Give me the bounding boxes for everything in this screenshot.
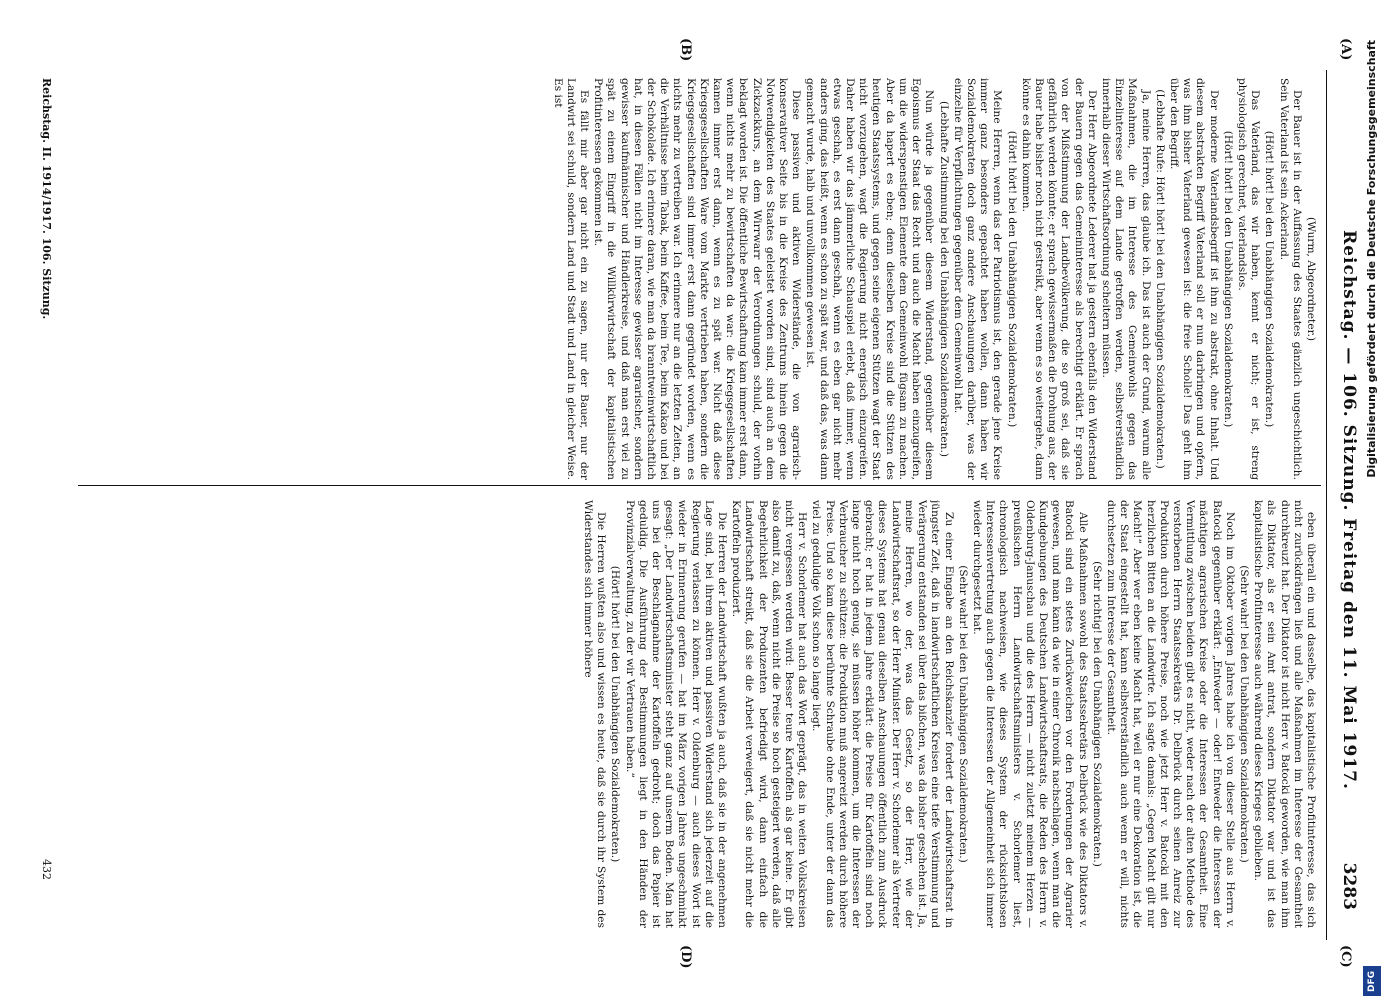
paragraph: Der Herr Abgeordnete Lederer hat ja gestern ebenfalls den Widerstand der Bauern gegen das Gemeininteresse als berechtigt erklärt. Er sprach von der Mißstimmung der Landbevölkerung, die so groß sei, daß sie gefährlich werden könnte; er sprach gewissermaßen die Drohung aus, der Bauer habe bisher noch nicht gestreikt, aber wenn es so weitergehe, dann könne es dahin kommen. bbox=[1019, 78, 1098, 480]
running-header bbox=[1329, 70, 1363, 950]
text-column-right bbox=[87, 500, 1317, 928]
margin-letter-c: (C) bbox=[1338, 945, 1353, 968]
footer-sheet-number: 432 bbox=[40, 859, 53, 880]
paragraph: Die Herren der Landwirtschaft wußten ja auch, daß sie in der angenehmen Lage sind, bei ihrem aktiven und passiven Widerstand sich jederzeit auf die Regierung verlassen zu können. Herr v. Oldenburg — auch dieses Wort ist wieder in Erinnerung gerufen — hat im März vorigen Jahres ungeschminkt gesagt: „Der Landwirtschaftsminister steht ganz auf unserm Boden. Man hat uns bei der Beschlagnahme der Kartoffeln gedroht; doch das Papier ist geduldig. Die Ausführung der Bestimmungen liegt in den Händen der Provinzialverwaltung, zu der wir Vertrauen haben.“ bbox=[623, 500, 729, 928]
page-heading: Reichstag. — 106. Sitzung. Freitag den 11. Mai 1917. bbox=[1339, 230, 1359, 790]
paragraph: (Hört! hört! bei den Unabhängigen Sozialdemokraten.) bbox=[1221, 130, 1234, 428]
paragraph: Meine Herren, wenn das der Patriotismus ist, den gerade jene Kreise immer ganz besonders gepachtet haben wollen, dann haben wir Sozialdemokraten doch ganz andere Anschauungen darüber, was der einzelne für Verpflichtungen gegenüber dem Gemeinwohl hat. bbox=[951, 78, 1004, 480]
margin-letter-b: (B) bbox=[678, 38, 693, 62]
paragraph: (Hört! hört! bei den Unabhängigen Sozialdemokraten.) bbox=[1005, 130, 1018, 428]
credit-text: Digitalisierung gefördert durch die Deutsche Forschungsgemeinschaft bbox=[1365, 40, 1378, 478]
paragraph: Alle Maßnahmen sowohl des Staatssekretärs Delbrück wie des Diktators v. Batocki sind ein stetes Zurückweichen vor den Forderungen der Agrarier gewesen, und man kann da wie in einer Chronik nachschlagen, wenn man die Kundgebungen des Deutschen Landwirtschaftsrats, die Reden des Herrn v. Oldenburg-Januschau und die des Herrn — nicht zuletzt meinem Herzen — preußischen Herrn Landwirtschaftsministers v. Schorlemer liest, chronologisch nachweisen, wie dieses System der rücksichtslosen Interessenvertretung auch gegen die Interessen der Allgemeinheit sich immer wieder durchgesetzt hat. bbox=[970, 500, 1089, 928]
digitization-credit bbox=[1361, 0, 1383, 1000]
header-rule bbox=[1326, 70, 1327, 940]
text-column-left bbox=[87, 78, 1317, 480]
margin-letter-a: (A) bbox=[1338, 38, 1353, 61]
paragraph: (Hört! hört! bei den Unabhängigen Sozialdemokraten.) bbox=[1263, 130, 1276, 428]
paragraph: Das Vaterland, das wir haben, kennt er nicht; er ist, streng physiologisch gerechnet, vaterlandslos. bbox=[1235, 78, 1262, 480]
paragraph: (Lebhafte Zustimmung bei den Unabhängigen Sozialdemokraten.) bbox=[937, 100, 950, 458]
paragraph: (Sehr richtig! bei den Unabhängigen Sozialdemokraten.) bbox=[1090, 561, 1103, 867]
paragraph: Der moderne Vaterlandsbegriff ist ihm zu abstrakt, ohne Inhalt. Und diesem abstrakten Begriff Vaterland soll er nun darbringen und opfern, was ihm bisher Vaterland gewesen ist: die freie Scholle! Das geht ihm über den Begriff. bbox=[1167, 78, 1220, 480]
paragraph: (Lebhafte Rufe: Hört! hört! bei den Unabhängigen Sozialdemokraten.) bbox=[1153, 89, 1166, 469]
paragraph: Noch im Oktober vorigen Jahres habe ich von dieser Stelle aus Herrn v. Batocki gegenüber erklärt: „Entweder — oder! Entweder die Interessen der mächtigen agrarischen Kreise oder die Interessen der Gesamtheit. Eine Vermittlung zwischen beiden gibt es nicht, weder nach der alten Methode des verstorbenen Herrn Staatssekretärs Dr. Delbrück durch seinen Anreiz zur Produktion durch höhere Preise, noch wie jetzt Herr v. Batocki mit den herzlichen Bitten an die Landwirte. Ich sagte damals: „Gegen Macht gilt nur Macht!“ Aber wer eben keine Macht hat, weil er nur eine Dekoration ist, die der Staat eingestellt hat, kann selbstverständlich auch wenn er will, nichts durchsetzen zum Interesse der Gesamtheit. bbox=[1104, 500, 1236, 928]
page-number: 3283 bbox=[1339, 862, 1359, 910]
paragraph: Die Herren wußten also und wissen es heute, daß sie durch ihr System des Widerstandes sich immer höhere bbox=[582, 500, 608, 928]
paragraph: Der Bauer ist in der Auffassung des Staates gänzlich ungeschichtlich. Sein Vaterland ist sein Ackerland. bbox=[1277, 78, 1303, 480]
paragraph: (Sehr wahr! bei den Unabhängigen Sozialdemokraten.) bbox=[956, 565, 969, 863]
dfg-logo-icon: DFG bbox=[1363, 966, 1381, 996]
paragraph: (Sehr wahr! bei den Unabhängigen Sozialdemokraten.) bbox=[1237, 565, 1250, 863]
paragraph: Nun würde ja gegenüber diesem Widerstand, gegenüber diesem Egoismus der Staat das Recht und auch die Macht haben einzugreifen, um die widerspenstigen Elemente dem Gemeinwohl fügsam zu machen. Aber da hapert es eben; denn dieselben Kreise sind die Stützen des heutigen Staatssystems, und gegen seine eigenen Stützen wagt der Staat nicht vorzugehen, wagt die Regierung nicht energisch einzugreifen. Daher haben wir das jämmerliche Schauspiel erlebt, daß immer, wenn etwas geschah, es erst dann geschah, wenn es eben gar nicht mehr anders ging, das heißt, wenn es schon zu spät war, und daß das, was dann gemacht wurde, halb und unvollkommen gewesen ist. bbox=[804, 78, 936, 480]
paragraph: Ja, meine Herren, das glaube ich. Das ist auch der Grund, warum alle Maßnahmen, die im Interesse des Gemeinwohls gegen das Einzelinteresse auf dem Lande getroffen werden, selbstverständlich innerhalb dieser Wirtschaftsordnung scheitern müssen. bbox=[1099, 78, 1152, 480]
paragraph: (Hört! hört! bei den Unabhängigen Sozialdemokraten.) bbox=[609, 565, 622, 863]
paragraph: Es fällt mir aber gar nicht ein zu sagen, nur der Bauer, nur der Landwirt sei schuld, sondern Land und Stadt und Land in gleicher Weise. Es ist bbox=[551, 78, 591, 480]
paragraph: Diese passiven und aktiven Widerstände, die von agrarisch-konservativer Seite bis in die Kreise des Zentrums hinein gegen die Notwendigkeiten des Staates geleistet worden sind, sind auch an dem Zickzackkurs, an dem Wirrwarr der Verordnungen schuld, der vorhin beklagt worden ist. Die öffentliche Bewirtschaftung kam immer erst dann, wenn nichts mehr zu bewirtschaften da war: die Kriegsgesellschaften kamen immer erst dann, wenn es zu spät war. Nicht daß diese Kriegsgesellschaften Ware vom Markte vertrieben haben, sondern die Kriegsgesellschaften sind immer erst dann gegründet worden, wenn es nichts mehr zu vertreiben war. Ich erinnere nur an die letzten Zeiten, an die Verhältnisse beim Tabak, beim Kaffee, beim Tee, beim Kakao und bei der Schokolade. Ich erinnere daran, wie man da branntweinwirtschaftlich hat, in diesen Fällen nicht im Interesse gewisser agrarischer, sondern gewisser kaufmännischer und Händlerkreise, und daß man erst viel zu spät zu einem Eingriff in die Willkürwirtschaft der kapitalistischen Profitinteressen gekommen ist. bbox=[592, 78, 803, 480]
margin-letter-d: (D) bbox=[678, 945, 693, 969]
paragraph: eben überall ein und dasselbe, das kapitalistische Profitinteresse, das sich nicht zurückdrängen ließ und alle Maßnahmen im Interesse der Gesamtheit durchkreuzt hat. Der Diktator ist nicht Herr v. Batocki geworden, wie man ihm als Diktator, als er sein Amt antrat, sondern Diktator war und ist das kapitalistische Profitinteresse auch während dieses Krieges geblieben. bbox=[1252, 500, 1317, 928]
paragraph: Zu einer Eingabe an den Reichskanzler fordert der Landwirtschaftsrat in jüngster Zeit, daß in landwirtschaftlichen Kreisen eine tiefe Verstimmung und Verärgerung entstanden sei über das bißchen, was da bisher geschehen ist. Ja, meine Herren, wo der, was das Gesetz, so der Herr, wie der Landwirtschaftsrat, so der Herr Minister. Der Herr v. Schorlemer als Vertreter dieses Systems hat genau dieselben Anschauungen öffentlich zum Ausdruck gebracht; er hat in jedem Jahre erklärt: die Preise für Kartoffeln sind noch lange nicht hoch genug, sie müssen höher kommen, um die Interessen der Verbraucher zu schützen: die Produktion muß angereizt werden durch höhere Preise. Und so kam diese berühmte Schraube ohne Ende, unter der dann das viel zu geduldige Volk schon so lange liegt. bbox=[810, 500, 955, 928]
column-divider bbox=[78, 485, 1321, 486]
paragraph: Herr v. Schorlemer hat auch das Wort geprägt, das in weiten Volkskreisen nicht vergessen werden wird: Besser teure Kartoffeln als gar keine. Er gibt also damit zu, daß, wenn nicht die Preise so hoch gesteigert werden, daß alle Begehrlichkeit der Produzenten befriedigt wird, dann einfach die Landwirtschaft streikt, daß sie die Arbeit verweigert, daß sie nicht mehr die Kartoffeln produziert. bbox=[730, 500, 809, 928]
footer-citation: Reichstag. II. 1914/1917. 106. Sitzung. bbox=[40, 78, 53, 320]
paragraph: (Wurm, Abgeordneter.) bbox=[1305, 217, 1317, 341]
